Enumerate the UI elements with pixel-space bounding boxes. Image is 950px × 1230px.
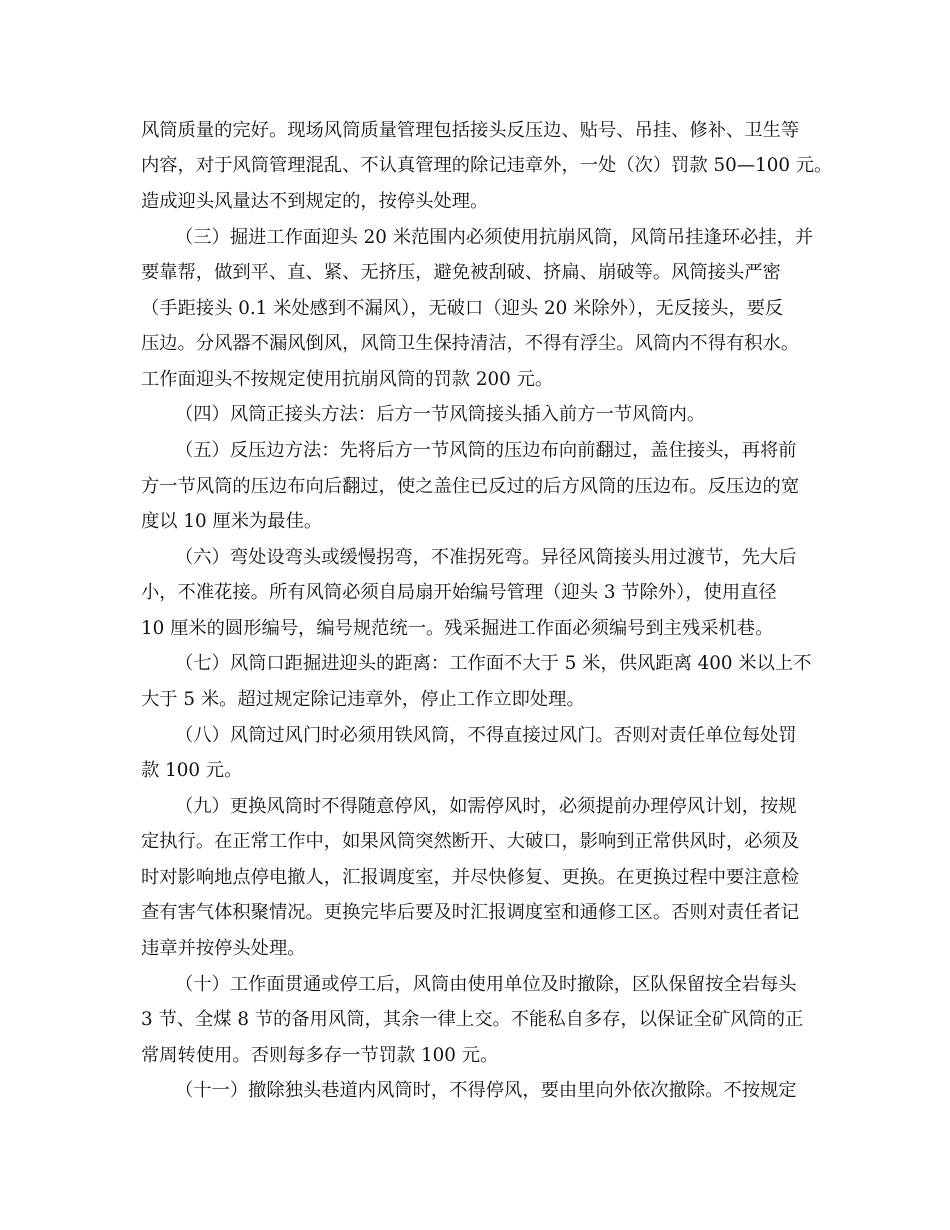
paragraph-7-line-1: （七）风筒口距掘进迎头的距离：工作面不大于 5 米，供风距离 400 米以上不 [175,653,812,674]
paragraph-3-line-2: 要靠帮，做到平、直、紧、无挤压，避免被刮破、挤扁、崩破等。风筒接头严密 [141,262,781,283]
text-line-3: 造成迎头风量达不到规定的，按停头处理。 [141,191,489,212]
paragraph-6-line-1: （六）弯处设弯头或缓慢拐弯，不准拐死弯。异径风筒接头用过渡节，先大后 [175,547,797,568]
paragraph-11-line-1: （十一）撤除独头巷道内风筒时，不得停风，要由里向外依次撤除。不按规定 [175,1080,797,1101]
paragraph-6-line-2: 小，不准花接。所有风筒必须自局扇开始编号管理（迎头 3 节除外），使用直径 [141,582,777,603]
paragraph-10-line-2: 3 节、全煤 8 节的备用风筒，其余一律上交。不能私自多存，以保证全矿风筒的正 [141,1009,804,1030]
text-line-2: 内容，对于风筒管理混乱、不认真管理的除记违章外，一处（次）罚款 50—100 元。 [141,155,833,176]
paragraph-8-line-2: 款 100 元。 [141,760,243,781]
paragraph-3-line-1: （三）掘进工作面迎头 20 米范围内必须使用抗崩风筒，风筒吊挂逢环必挂，并 [175,227,814,248]
paragraph-9-line-4: 查有害气体积聚情况。更换完毕后要及时汇报调度室和通修工区。否则对责任者记 [141,902,800,923]
paragraph-9-line-3: 时对影响地点停电撤人，汇报调度室，并尽快修复、更换。在更换过程中要注意检 [141,867,800,888]
paragraph-5-line-3: 度以 10 厘米为最佳。 [141,511,323,532]
paragraph-3-line-3: （手距接头 0.1 米处感到不漏风），无破口（迎头 20 米除外），无反接头，要反 [141,298,784,319]
paragraph-9-line-5: 违章并按停头处理。 [141,938,306,959]
paragraph-6-line-3: 10 厘米的圆形编号，编号规范统一。残采掘进工作面必须编号到主残采机巷。 [141,618,774,639]
paragraph-7-line-2: 大于 5 米。超过规定除记违章外，停止工作立即处理。 [141,689,585,710]
text-line-1: 风筒质量的完好。现场风筒质量管理包括接头反压边、贴号、吊挂、修补、卫生等 [141,120,800,141]
paragraph-5-line-1: （五）反压边方法：先将后方一节风筒的压边布向前翻过，盖住接头，再将前 [175,440,797,461]
paragraph-10-line-3: 常周转使用。否则每多存一节罚款 100 元。 [141,1045,499,1066]
paragraph-4-line-1: （四）风筒正接头方法：后方一节风筒接头插入前方一节风筒内。 [175,404,706,425]
paragraph-9-line-1: （九）更换风筒时不得随意停风，如需停风时，必须提前办理停风计划，按规 [175,796,797,817]
paragraph-5-line-2: 方一节风筒的压边布向后翻过，使之盖住已反过的后方风筒的压边布。反压边的宽 [141,476,800,497]
paragraph-9-line-2: 定执行。在正常工作中，如果风筒突然断开、大破口，影响到正常供风时，必须及 [141,831,800,852]
paragraph-3-line-5: 工作面迎头不按规定使用抗崩风筒的罚款 200 元。 [141,369,554,390]
paragraph-8-line-1: （八）风筒过风门时必须用铁风筒，不得直接过风门。否则对责任单位每处罚 [175,725,797,746]
paragraph-10-line-1: （十）工作面贯通或停工后，风筒由使用单位及时撤除，区队保留按全岩每头 [175,974,797,995]
paragraph-3-line-4: 压边。分风器不漏风倒风，风筒卫生保持清洁，不得有浮尘。风筒内不得有积水。 [141,333,800,354]
